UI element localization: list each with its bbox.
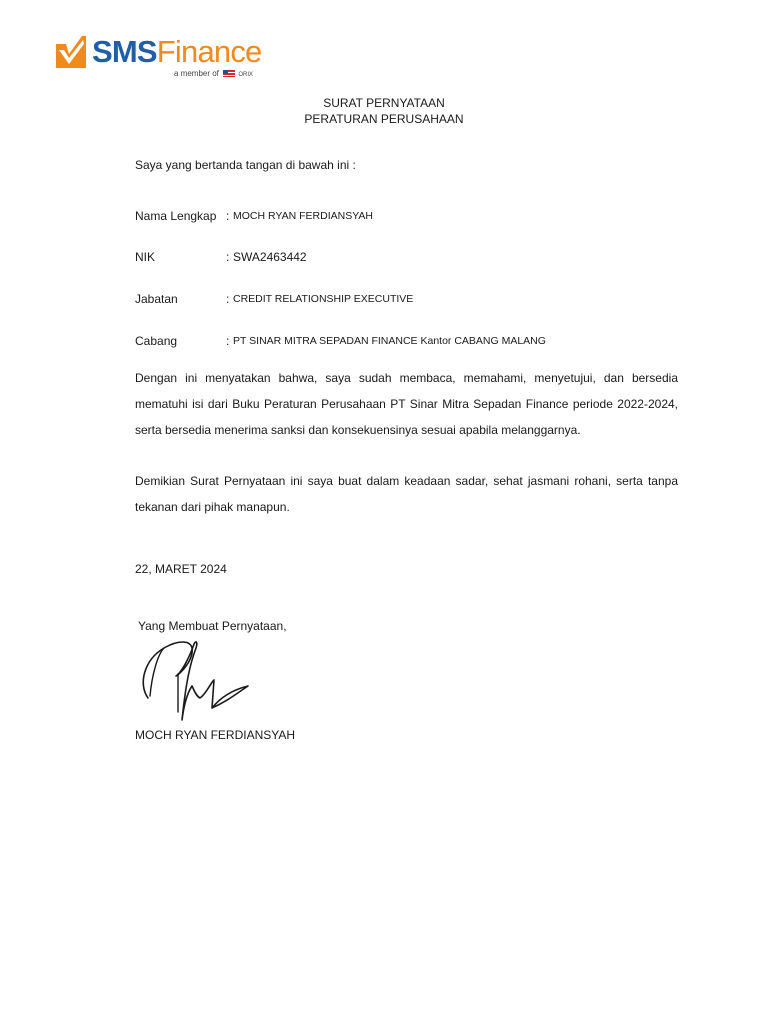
document-title-line2: PERATURAN PERUSAHAAN [304,112,464,126]
field-label-nik: NIK [135,250,156,264]
field-colon: : [226,209,230,223]
closing-paragraph: Demikian Surat Pernyataan ini saya buat dalam keadaan sadar, sehat jasmani rohani, serta tanpa tekanan dari pihak manapun. [135,474,678,514]
logo-tagline [174,69,253,80]
field-value-cabang: PT SINAR MITRA SEPADAN FINANCE Kantor CABANG MALANG [233,335,546,347]
orix-text: ORIX [238,72,254,78]
sms-finance-logo [56,34,266,84]
field-value-nama: MOCH RYAN FERDIANSYAH [233,210,374,222]
closing-salutation: Yang Membuat Pernyataan, [138,619,287,633]
checkmark-logo-icon [56,36,86,68]
document-date: 22, MARET 2024 [135,562,227,576]
field-label-nama: Nama Lengkap [135,209,217,223]
field-value-nik: SWA2463442 [233,250,307,264]
statement-paragraph: Dengan ini menyatakan bahwa, saya sudah membaca, memahami, menyetujui, dan bersedia mematuhi isi dari Buku Peraturan Perusahaan PT Sinar Mitra Sepadan Finance periode 2022-2024, serta bersedia menerima sanksi dan konsekuensinya sesuai apabila melanggarnya. [135,371,678,437]
logo-sms-text: SMS [92,34,157,69]
field-label-jabatan: Jabatan [135,292,178,306]
logo-finance-text: Finance [156,34,262,69]
intro-text: Saya yang bertanda tangan di bawah ini : [135,158,356,172]
signer-name: MOCH RYAN FERDIANSYAH [135,728,296,742]
field-value-jabatan: CREDIT RELATIONSHIP EXECUTIVE [233,293,414,305]
orix-flag-icon [223,70,235,77]
handwritten-signature [136,634,256,728]
document-title-line1: SURAT PERNYATAAN [323,96,445,110]
field-colon: : [226,334,230,348]
field-colon: : [226,292,230,306]
logo-tagline-text: a member of [174,69,219,78]
field-label-cabang: Cabang [135,334,178,348]
logo-wordmark [92,34,261,70]
field-colon: : [226,250,230,264]
